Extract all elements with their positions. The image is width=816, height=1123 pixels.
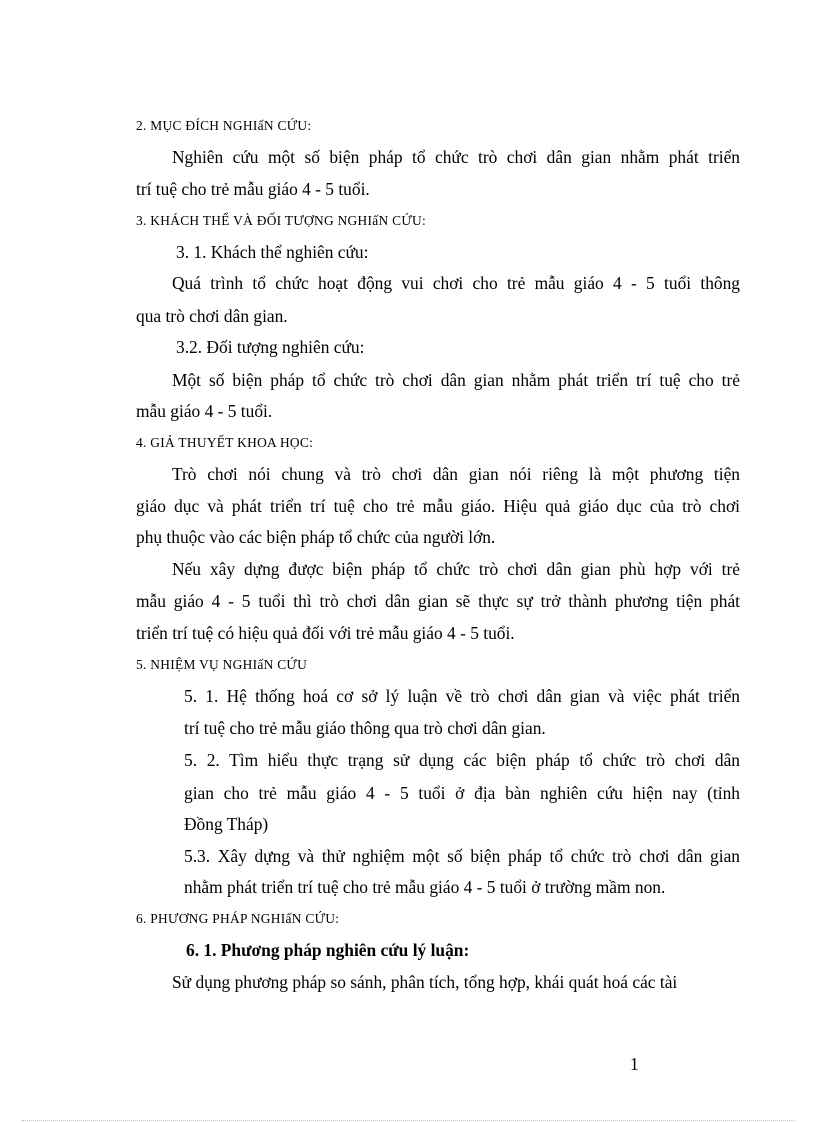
task-line: nhằm phát triển trí tuệ cho trẻ mẫu giáo 4 - 5 tuổi ở trường mầm non. [184,877,666,897]
paragraph-line: mẫu giáo 4 - 5 tuổi thì trò chơi dân gian sẽ thực sự trở thành phương tiện phát [136,591,740,611]
subheading-3-2: 3.2. Đối tượng nghiên cứu: [176,337,365,357]
paragraph-line: Một số biện pháp tổ chức trò chơi dân gian nhằm phát triển trí tuệ cho trẻ [172,370,740,390]
heading-hypothesis: 4. GIẢ THUYẾT KHOA HỌC: [136,435,314,450]
paragraph-line: Quá trình tổ chức hoạt động vui chơi cho trẻ mẫu giáo 4 - 5 tuổi thông [172,273,740,293]
paragraph-line: phụ thuộc vào các biện pháp tổ chức của người lớn. [136,527,496,547]
heading-research-tasks: 5. NHIỆM VỤ NGHIấN CỨU [136,657,308,672]
paragraph-line: Nếu xây dựng được biện pháp tổ chức trò chơi dân gian phù hợp với trẻ [172,559,740,579]
page-number: 1 [630,1054,639,1074]
paragraph-line: qua trò chơi dân gian. [136,306,288,326]
task-line: gian cho trẻ mẫu giáo 4 - 5 tuổi ở địa bàn nghiên cứu hiện nay (tỉnh [184,783,740,803]
heading-research-methods: 6. PHƯƠNG PHÁP NGHIấN CỨU: [136,911,340,926]
paragraph-line: mẫu giáo 4 - 5 tuổi. [136,401,273,421]
heading-research-purpose: 2. MỤC ĐÍCH NGHIấN CỨU: [136,118,312,133]
paragraph-line: giáo dục và phát triển trí tuệ cho trẻ mẫu giáo. Hiệu quả giáo dục của trò chơi [136,496,740,516]
paragraph-line: trí tuệ cho trẻ mẫu giáo 4 - 5 tuổi. [136,179,370,199]
paragraph-line: Nghiên cứu một số biện pháp tổ chức trò chơi dân gian nhằm phát triển [172,147,740,167]
task-line: 5.3. Xây dựng và thử nghiệm một số biện pháp tổ chức trò chơi dân gian [184,846,740,866]
page-bottom-divider [22,1120,794,1121]
paragraph-line: triển trí tuệ có hiệu quả đối với trẻ mẫu giáo 4 - 5 tuổi. [136,623,515,643]
task-line: Đồng Tháp) [184,814,269,834]
paragraph-line: Trò chơi nói chung và trò chơi dân gian nói riêng là một phương tiện [172,464,740,484]
heading-research-object: 3. KHÁCH THỂ VÀ ĐỐI TƯỢNG NGHIấN CỨU: [136,213,427,228]
task-line: trí tuệ cho trẻ mẫu giáo thông qua trò chơi dân gian. [184,718,546,738]
subheading-6-1: 6. 1. Phương pháp nghiên cứu lý luận: [186,940,470,960]
task-line: 5. 2. Tìm hiểu thực trạng sử dụng các biện pháp tổ chức trò chơi dân [184,750,740,770]
subheading-3-1: 3. 1. Khách thể nghiên cứu: [176,242,369,262]
paragraph-line: Sử dụng phương pháp so sánh, phân tích, tổng hợp, khái quát hoá các tài [172,972,678,992]
task-line: 5. 1. Hệ thống hoá cơ sở lý luận về trò chơi dân gian và việc phát triển [184,686,740,706]
